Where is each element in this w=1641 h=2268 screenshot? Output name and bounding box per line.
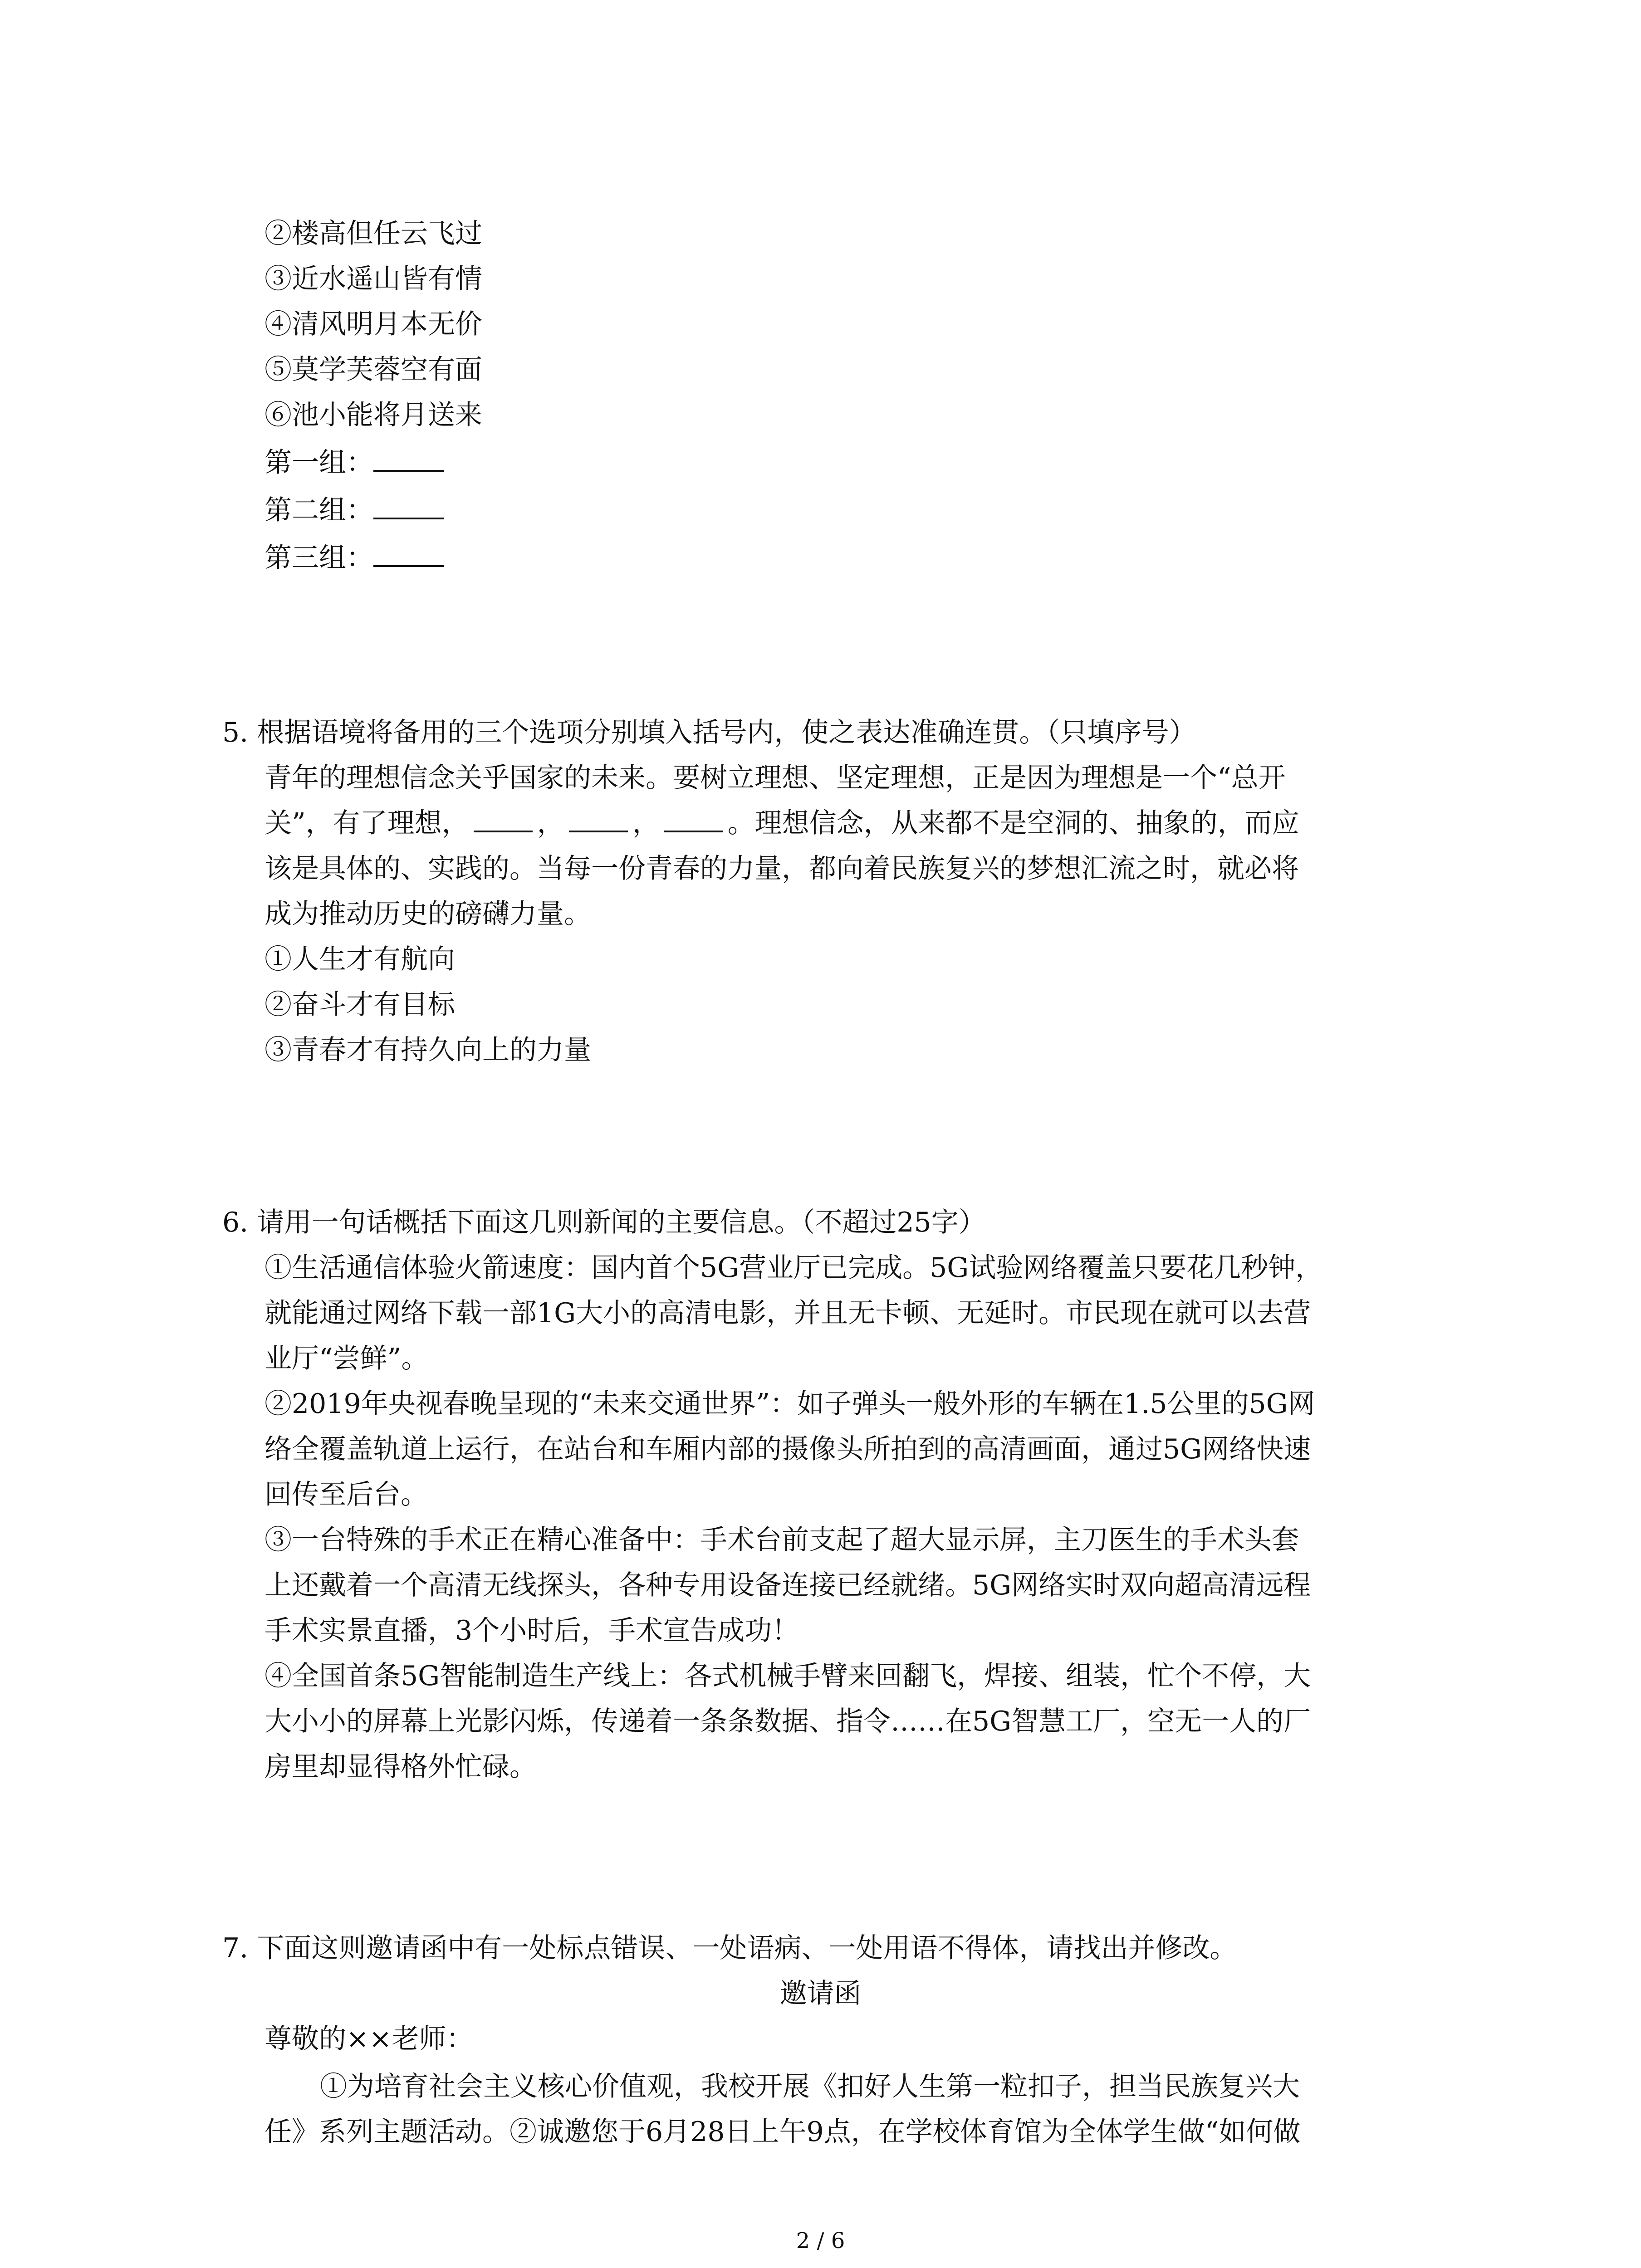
q7-salutation: 尊敬的××老师： (265, 2023, 474, 2055)
q4-option-5: ⑤莫学芙蓉空有面 (265, 354, 482, 386)
q6-line: ③一台特殊的手术正在精心准备中：手术台前支起了超大显示屏，主刀医生的手术头套 (265, 1524, 1299, 1556)
q4-option-3: ③近水遥山皆有情 (265, 263, 482, 295)
q4-group-1 (265, 440, 444, 485)
answer-blank[interactable] (664, 802, 723, 832)
q7-letter-title: 邀请函 (779, 1978, 862, 2009)
answer-blank[interactable] (373, 537, 444, 567)
q4-option-2: ②楼高但任云飞过 (265, 218, 482, 249)
q5-passage-line-2 (265, 801, 1299, 846)
q5-text: 关”，有了理想， (265, 807, 469, 839)
q7-prompt: 7. 下面这则邀请函中有一处标点错误、一处语病、一处用语不得体，请找出并修改。 (222, 1932, 1237, 1964)
q6-line: 房里却显得格外忙碌。 (265, 1751, 537, 1783)
q5-option-3: ③青春才有持久向上的力量 (265, 1034, 591, 1066)
answer-blank[interactable] (373, 489, 444, 519)
q6-line: 手术实景直播，3个小时后，手术宣告成功！ (265, 1615, 799, 1647)
q7-letter-line: 任》系列主题活动。②诚邀您于6月28日上午9点，在学校体育馆为全体学生做“如何做 (265, 2116, 1301, 2148)
q6-line: ②2019年央视春晚呈现的“未来交通世界”：如子弹头一般外形的车辆在1.5公里的5G网 (265, 1388, 1315, 1420)
answer-blank[interactable] (474, 802, 533, 832)
q4-group-3 (265, 535, 444, 581)
q6-line: 就能通过网络下载一部1G大小的高清电影，并且无卡顿、无延时。市民现在就可以去营 (265, 1297, 1311, 1329)
q5-prompt: 5. 根据语境将备用的三个选项分别填入括号内，使之表达准确连贯。（只填序号） (222, 717, 1196, 748)
q6-line: 回传至后台。 (265, 1479, 428, 1510)
q6-line: 络全覆盖轨道上运行，在站台和车厢内部的摄像头所拍到的高清画面，通过5G网络快速 (265, 1433, 1311, 1465)
q5-option-1: ①人生才有航向 (265, 943, 455, 975)
q6-line: 大小小的屏幕上光影闪烁，传递着一条条数据、指令……在5G智慧工厂，空无一人的厂 (265, 1706, 1311, 1737)
q5-passage-line-3: 该是具体的、实践的。当每一份青春的力量，都向着民族复兴的梦想汇流之时，就必将 (265, 853, 1299, 885)
q6-prompt: 6. 请用一句话概括下面这几则新闻的主要信息。（不超过25字） (222, 1207, 986, 1238)
q6-line: 业厅“尝鲜”。 (265, 1343, 429, 1374)
q5-passage-line-4: 成为推动历史的磅礴力量。 (265, 898, 591, 930)
q4-option-4: ④清风明月本无价 (265, 308, 482, 340)
q4-group-1-label: 第一组： (265, 447, 373, 479)
answer-blank[interactable] (373, 442, 444, 472)
q6-line: ④全国首条5G智能制造生产线上：各式机械手臂来回翻飞，焊接、组装，忙个不停，大 (265, 1660, 1311, 1692)
q5-passage-line-1: 青年的理想信念关乎国家的未来。要树立理想、坚定理想，正是因为理想是一个“总开 (265, 762, 1286, 794)
page-number: 2 / 6 (796, 2228, 845, 2253)
q4-option-6: ⑥池小能将月送来 (265, 399, 482, 431)
q6-line: 上还戴着一个高清无线探头，各种专用设备连接已经就绪。5G网络实时双向超高清远程 (265, 1569, 1311, 1601)
q4-group-3-label: 第三组： (265, 542, 373, 574)
q5-option-2: ②奋斗才有目标 (265, 989, 455, 1021)
q4-group-2 (265, 488, 444, 533)
answer-blank[interactable] (569, 802, 628, 832)
q5-sep: ， (632, 807, 660, 839)
q7-letter-line: ①为培育社会主义核心价值观，我校开展《扣好人生第一粒扣子，担当民族复兴大 (320, 2071, 1300, 2102)
q6-line: ①生活通信体验火箭速度：国内首个5G营业厅已完成。5G试验网络覆盖只要花几秒钟， (265, 1252, 1323, 1284)
q4-group-2-label: 第二组： (265, 494, 373, 526)
q5-text: 。理想信念，从来都不是空洞的、抽象的，而应 (727, 807, 1299, 839)
q5-sep: ， (537, 807, 564, 839)
